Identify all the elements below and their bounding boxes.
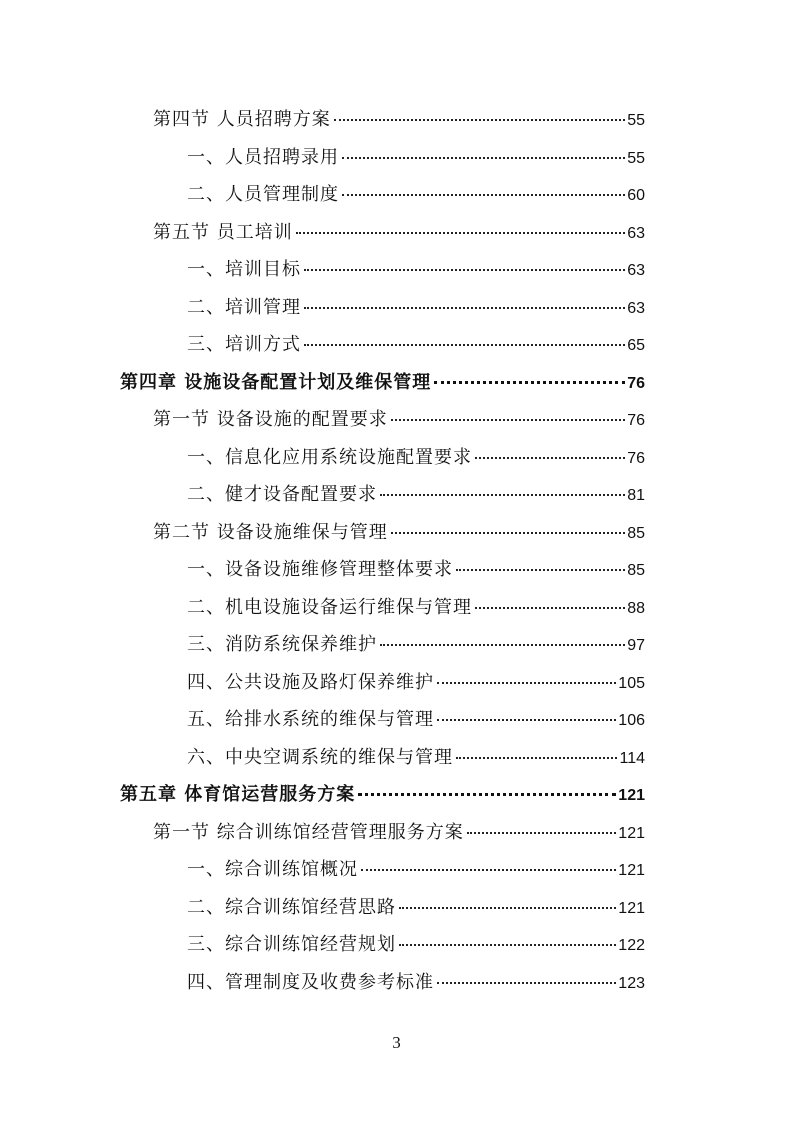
toc-entry-label: 第四节 人员招聘方案 <box>153 109 331 130</box>
toc-entry-chapter[interactable] <box>120 368 645 398</box>
toc-entry-chapter[interactable] <box>120 780 645 810</box>
toc-dot-leader <box>437 982 616 984</box>
toc-entry-label: 第四章 设施设备配置计划及维保管理 <box>120 371 432 393</box>
toc-dot-leader <box>304 344 625 346</box>
toc-entry-label: 三、综合训练馆经营规划 <box>187 934 396 955</box>
toc-entry-label: 第一节 综合训练馆经营管理服务方案 <box>153 821 464 843</box>
toc-entry-section[interactable] <box>153 105 645 135</box>
toc-entry-section[interactable] <box>153 818 645 848</box>
toc-entry-item[interactable] <box>187 968 645 998</box>
toc-entry-label: 五、给排水系统的维保与管理 <box>187 709 434 730</box>
toc-entry-item[interactable] <box>187 293 645 323</box>
toc-dot-leader <box>391 419 625 421</box>
toc-entry-section[interactable] <box>153 405 645 435</box>
toc-entry-label: 第一节 设备设施的配置要求 <box>153 409 388 430</box>
toc-entry-label: 二、综合训练馆经营思路 <box>187 896 396 918</box>
toc-entry-page-number: 55 <box>627 112 645 129</box>
toc-dot-leader <box>456 757 617 759</box>
toc-entry-page-number: 63 <box>627 299 645 317</box>
toc-entry-page-number: 97 <box>627 637 645 654</box>
toc-entry-page-number: 85 <box>627 524 645 542</box>
toc-entry-label: 一、人员招聘录用 <box>187 146 339 168</box>
toc-entry-page-number: 121 <box>618 899 645 917</box>
toc-entry-label: 二、人员管理制度 <box>187 184 339 205</box>
toc-entry-label: 三、消防系统保养维护 <box>187 634 377 655</box>
toc-entry-page-number: 55 <box>627 149 645 167</box>
toc-entry-item[interactable] <box>187 443 645 473</box>
toc-entry-item[interactable] <box>187 180 645 210</box>
toc-entry-item[interactable] <box>187 705 645 735</box>
toc-entry-label: 一、综合训练馆概况 <box>187 859 358 880</box>
toc-entry-label: 一、信息化应用系统设施配置要求 <box>187 446 472 468</box>
toc-dot-leader <box>358 793 616 796</box>
toc-entry-page-number: 88 <box>627 599 645 617</box>
toc-entry-page-number: 76 <box>627 449 645 467</box>
toc-entry-label: 第二节 设备设施维保与管理 <box>153 521 388 543</box>
toc-dot-leader <box>342 194 625 196</box>
toc-entry-item[interactable] <box>187 855 645 885</box>
toc-entry-item[interactable] <box>187 743 645 773</box>
toc-entry-page-number: 63 <box>627 224 645 242</box>
toc-entry-item[interactable] <box>187 630 645 660</box>
toc-entry-page-number: 114 <box>619 749 645 767</box>
toc-entry-page-number: 65 <box>627 337 645 354</box>
toc-entry-label: 三、培训方式 <box>187 334 301 355</box>
toc-dot-leader <box>380 644 625 646</box>
toc-entry-label: 四、管理制度及收费参考标准 <box>187 971 434 993</box>
toc-entry-label: 二、培训管理 <box>187 296 301 318</box>
toc-entry-label: 四、公共设施及路灯保养维护 <box>187 671 434 693</box>
toc-dot-leader <box>380 494 625 496</box>
toc-entry-page-number: 76 <box>627 374 645 392</box>
toc-dot-leader <box>456 569 625 571</box>
toc-entry-item[interactable] <box>187 893 645 923</box>
page-number: 3 <box>392 1033 401 1052</box>
toc-dot-leader <box>391 532 625 534</box>
toc-entry-page-number: 81 <box>627 487 645 504</box>
toc-entry-page-number: 105 <box>618 674 645 692</box>
toc-dot-leader <box>437 719 616 721</box>
toc-dot-leader <box>296 232 625 234</box>
toc-entry-label: 一、培训目标 <box>187 259 301 280</box>
toc-entry-label: 一、设备设施维修管理整体要求 <box>187 559 453 580</box>
toc-entry-page-number: 121 <box>618 787 645 804</box>
toc-entry-label: 二、健才设备配置要求 <box>187 484 377 505</box>
toc-dot-leader <box>361 869 616 871</box>
toc-dot-leader <box>334 119 625 121</box>
toc-entry-label: 六、中央空调系统的维保与管理 <box>187 746 453 768</box>
toc-entry-page-number: 85 <box>627 562 645 579</box>
toc-dot-leader <box>475 607 625 609</box>
toc-entry-page-number: 123 <box>618 974 645 992</box>
toc-entry-label: 第五章 体育馆运营服务方案 <box>120 784 356 805</box>
toc-dot-leader <box>434 381 625 384</box>
toc-entry-section[interactable] <box>153 518 645 548</box>
toc-dot-leader <box>399 907 616 909</box>
toc-entry-item[interactable] <box>187 593 645 623</box>
toc-dot-leader <box>399 944 616 946</box>
toc-dot-leader <box>467 832 617 834</box>
toc-entry-item[interactable] <box>187 330 645 360</box>
toc-entry-page-number: 121 <box>618 862 645 879</box>
toc-entry-page-number: 122 <box>618 937 645 954</box>
toc-entry-page-number: 60 <box>627 187 645 204</box>
toc-dot-leader <box>304 307 625 309</box>
toc-entry-item[interactable] <box>187 930 645 960</box>
toc-entry-label: 二、机电设施设备运行维保与管理 <box>187 596 472 618</box>
toc-dot-leader <box>342 157 625 159</box>
toc-dot-leader <box>475 457 625 459</box>
toc-dot-leader <box>437 682 616 684</box>
toc-entry-item[interactable] <box>187 255 645 285</box>
toc-entry-item[interactable] <box>187 668 645 698</box>
toc-entry-item[interactable] <box>187 555 645 585</box>
toc-dot-leader <box>304 269 625 271</box>
toc-entry-page-number: 76 <box>627 412 645 429</box>
toc-entry-label: 第五节 员工培训 <box>153 221 293 243</box>
toc-entry-page-number: 106 <box>618 712 645 729</box>
toc-entry-section[interactable] <box>153 218 645 248</box>
toc-entry-item[interactable] <box>187 143 645 173</box>
toc-entry-page-number: 121 <box>618 824 645 842</box>
toc-entry-page-number: 63 <box>627 262 645 279</box>
toc-entry-item[interactable] <box>187 480 645 510</box>
